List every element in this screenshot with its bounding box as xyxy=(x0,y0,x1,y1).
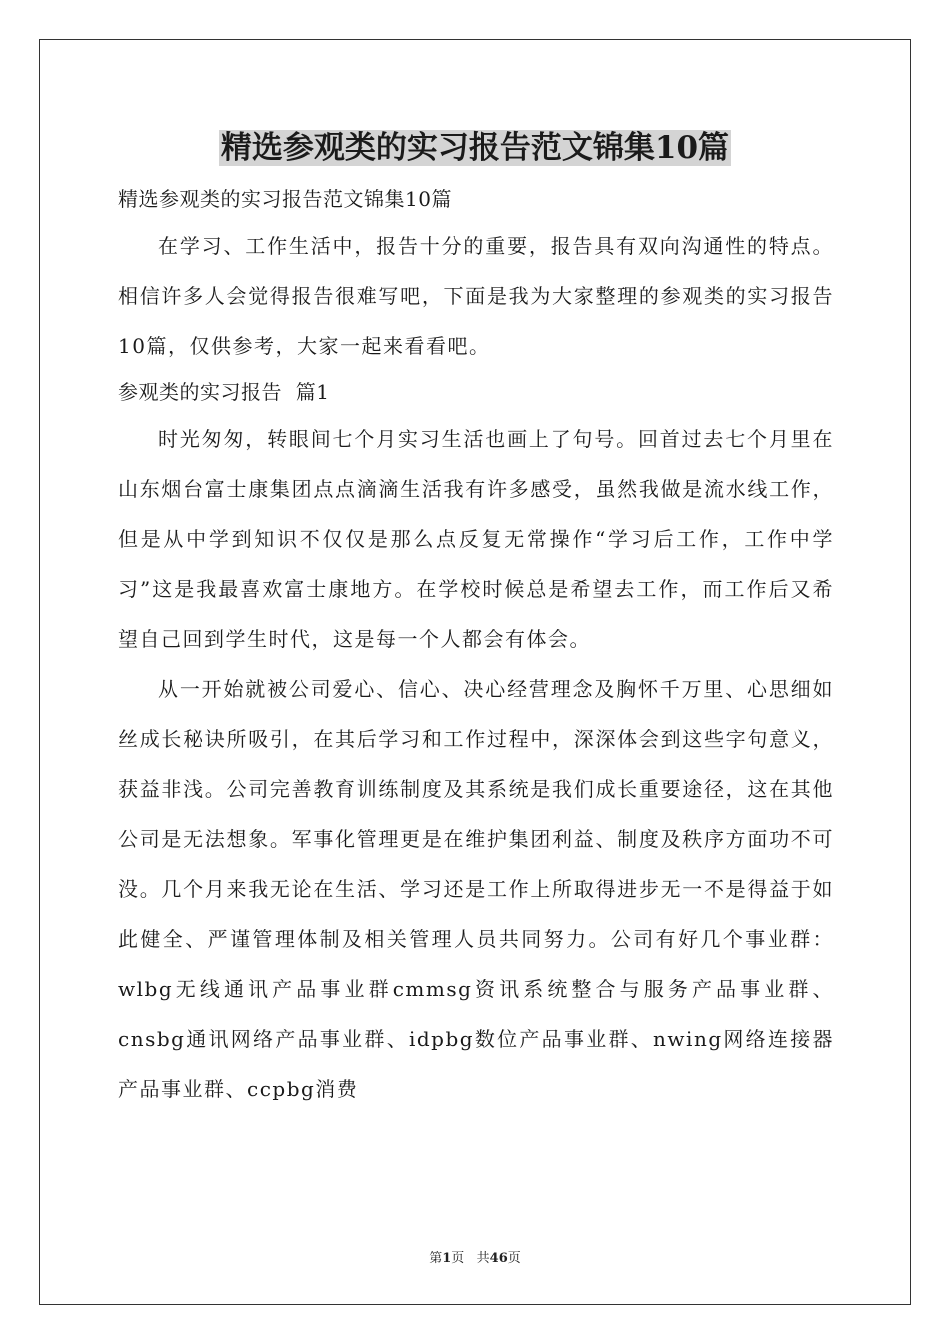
footer-page-current: 1 xyxy=(442,1251,452,1266)
document-title-text: 精选参观类的实习报告范文锦集10篇 xyxy=(220,130,730,166)
body-paragraph-2: 从一开始就被公司爱心、信心、决心经营理念及胸怀千万里、心思细如丝成长秘诀所吸引，在其后学习和工作过程中，深深体会到这些字句意义，获益非浅。公司完善教育训练制度及其系统是我们成长重要途径，这在其他公司是无法想象。军事化管理更是在维护集团利益、制度及秩序方面功不可没。几个月来我无论在生活、学习还是工作上所取得进步无一不是得益于如此健全、严谨管理体制及相关管理人员共同努力。公司有好几个事业群：wlbg无线通讯产品事业群cmmsg资讯系统整合与服务产品事业群、cnsbg通讯网络产品事业群、idpbg数位产品事业群、nwing网络连接器产品事业群、ccpbg消费 xyxy=(118,677,834,1101)
section-heading: 参观类的实习报告 篇1 xyxy=(118,380,330,404)
intro-paragraph: 在学习、工作生活中，报告十分的重要，报告具有双向沟通性的特点。相信许多人会觉得报告很难写吧，下面是我为大家整理的参观类的实习报告10篇，仅供参考，大家一起来看看吧。 xyxy=(118,234,834,358)
document-title xyxy=(0,126,950,170)
document-subtitle: 精选参观类的实习报告范文锦集10篇 xyxy=(118,187,452,211)
footer-page-mid: 页 共 xyxy=(451,1251,490,1266)
document-body xyxy=(118,178,834,1114)
footer-page-prefix: 第 xyxy=(429,1251,443,1266)
body-paragraph-1: 时光匆匆，转眼间七个月实习生活也画上了句号。回首过去七个月里在山东烟台富士康集团点点滴滴生活我有许多感受，虽然我做是流水线工作，但是从中学到知识不仅仅是那么点反复无常操作“学习后工作，工作中学习”这是我最喜欢富士康地方。在学校时候总是希望去工作，而工作后又希望自己回到学生时代，这是每一个人都会有体会。 xyxy=(118,427,834,651)
page-footer xyxy=(0,1247,950,1266)
footer-page-suffix: 页 xyxy=(507,1251,521,1266)
footer-page-total: 46 xyxy=(489,1251,508,1266)
